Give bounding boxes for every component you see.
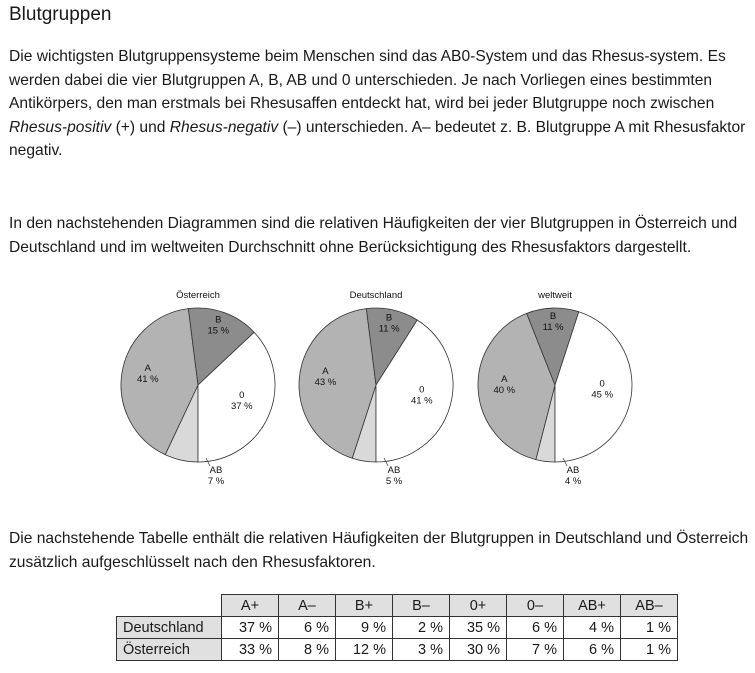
- table-cell: 6 %: [564, 639, 621, 661]
- slice-value-label: 41 %: [136, 374, 159, 386]
- pie-charts: [0, 280, 755, 500]
- col-header-0-pos: 0+: [450, 595, 507, 617]
- row-label: Deutschland: [117, 617, 222, 639]
- slice-value-label: 41 %: [410, 395, 433, 407]
- col-header-a-neg: A–: [279, 595, 336, 617]
- slice-value-label: 4 %: [564, 476, 582, 487]
- table-cell: 12 %: [336, 639, 393, 661]
- pie-title: Deutschland: [349, 290, 403, 301]
- pie-title: Österreich: [176, 290, 220, 301]
- table-cell: 6 %: [279, 617, 336, 639]
- pie-chart-oesterreich: [121, 290, 275, 487]
- slice-label: AB: [209, 465, 223, 476]
- table-header-row: [117, 595, 678, 617]
- slice-value-label: 7 %: [207, 476, 225, 487]
- table-cell: 1 %: [621, 639, 678, 661]
- col-header-b-neg: B–: [393, 595, 450, 617]
- table-cell: 3 %: [393, 639, 450, 661]
- pie-chart-deutschland: [299, 290, 453, 487]
- slice-value-label: 11 %: [542, 322, 564, 333]
- table-cell: 2 %: [393, 617, 450, 639]
- col-header-b-pos: B+: [336, 595, 393, 617]
- row-label: Österreich: [117, 639, 222, 661]
- table-cell: 4 %: [564, 617, 621, 639]
- slice-value-label: 43 %: [314, 377, 337, 389]
- slice-value-label: 37 %: [230, 401, 253, 412]
- slice-label: 0: [419, 384, 425, 396]
- table-cell: 30 %: [450, 639, 507, 661]
- slice-value-label: 45 %: [591, 389, 614, 401]
- intro-paragraph: [9, 45, 749, 163]
- pie-title: weltweit: [538, 290, 572, 301]
- table-cell: 9 %: [336, 617, 393, 639]
- col-header-ab-neg: AB–: [621, 595, 678, 617]
- intro-text-3: (–) unterschieden. A– bedeutet z. B. Blutgruppe A mit Rhesusfaktor negativ.: [9, 118, 746, 160]
- table-corner-cell: [117, 595, 222, 617]
- rhesus-negative-term: Rhesus-negativ: [169, 118, 279, 136]
- charts-description: In den nachstehenden Diagrammen sind die relativen Häufigkeiten der vier Blutgruppen in Österreich und Deutschland und im weltweiten Durchschnitt ohne Berücksichtigung des Rhesusfaktors dargestellt.: [9, 215, 738, 256]
- table-cell: 33 %: [222, 639, 279, 661]
- table-cell: 35 %: [450, 617, 507, 639]
- slice-label: AB: [566, 465, 580, 476]
- table-cell: 7 %: [507, 639, 564, 661]
- slice-label: B: [549, 311, 557, 322]
- col-header-0-neg: 0–: [507, 595, 564, 617]
- rhesus-positive-term: Rhesus-positiv: [9, 118, 112, 136]
- slice-value-label: 15 %: [207, 325, 230, 337]
- slice-value-label: 11 %: [378, 323, 400, 335]
- pie-chart-weltweit: [478, 290, 632, 487]
- table-cell: 37 %: [222, 617, 279, 639]
- slice-label: B: [385, 312, 393, 324]
- table-cell: 1 %: [621, 617, 678, 639]
- table-cell: 6 %: [507, 617, 564, 639]
- intro-text-1: Die wichtigsten Blutgruppensysteme beim Menschen sind das AB0-System und das Rhesus-system. Es werden dabei die vier Blutgruppen A, B, AB und 0 unterschieden. Je nach Vorliegen eines bestimmten Antikörpers, den man erstmals bei Rhesusaffen entdeckt hat, wird bei jeder Blutgruppe noch zwischen: [9, 48, 726, 113]
- slice-label: 0: [239, 390, 245, 401]
- slice-label: AB: [387, 465, 401, 476]
- table-cell: 8 %: [279, 639, 336, 661]
- blood-group-table: [116, 594, 678, 661]
- col-header-a-pos: A+: [222, 595, 279, 617]
- slice-label: A: [501, 374, 508, 386]
- table-row: [117, 617, 678, 639]
- slice-label: 0: [599, 378, 605, 390]
- slice-value-label: 5 %: [385, 476, 403, 487]
- slice-label: A: [144, 363, 151, 375]
- table-description: Die nachstehende Tabelle enthält die relativen Häufigkeiten der Blutgruppen in Deutschland und Österreich zusätzlich aufgeschlüsselt nach den Rhesusfaktoren.: [9, 530, 749, 571]
- slice-label: A: [322, 366, 329, 378]
- col-header-ab-pos: AB+: [564, 595, 621, 617]
- slice-label: B: [215, 314, 222, 326]
- table-row: [117, 639, 678, 661]
- page-title: Blutgruppen: [9, 4, 112, 25]
- slice-value-label: 40 %: [493, 385, 516, 397]
- intro-text-2: (+) und: [111, 118, 170, 136]
